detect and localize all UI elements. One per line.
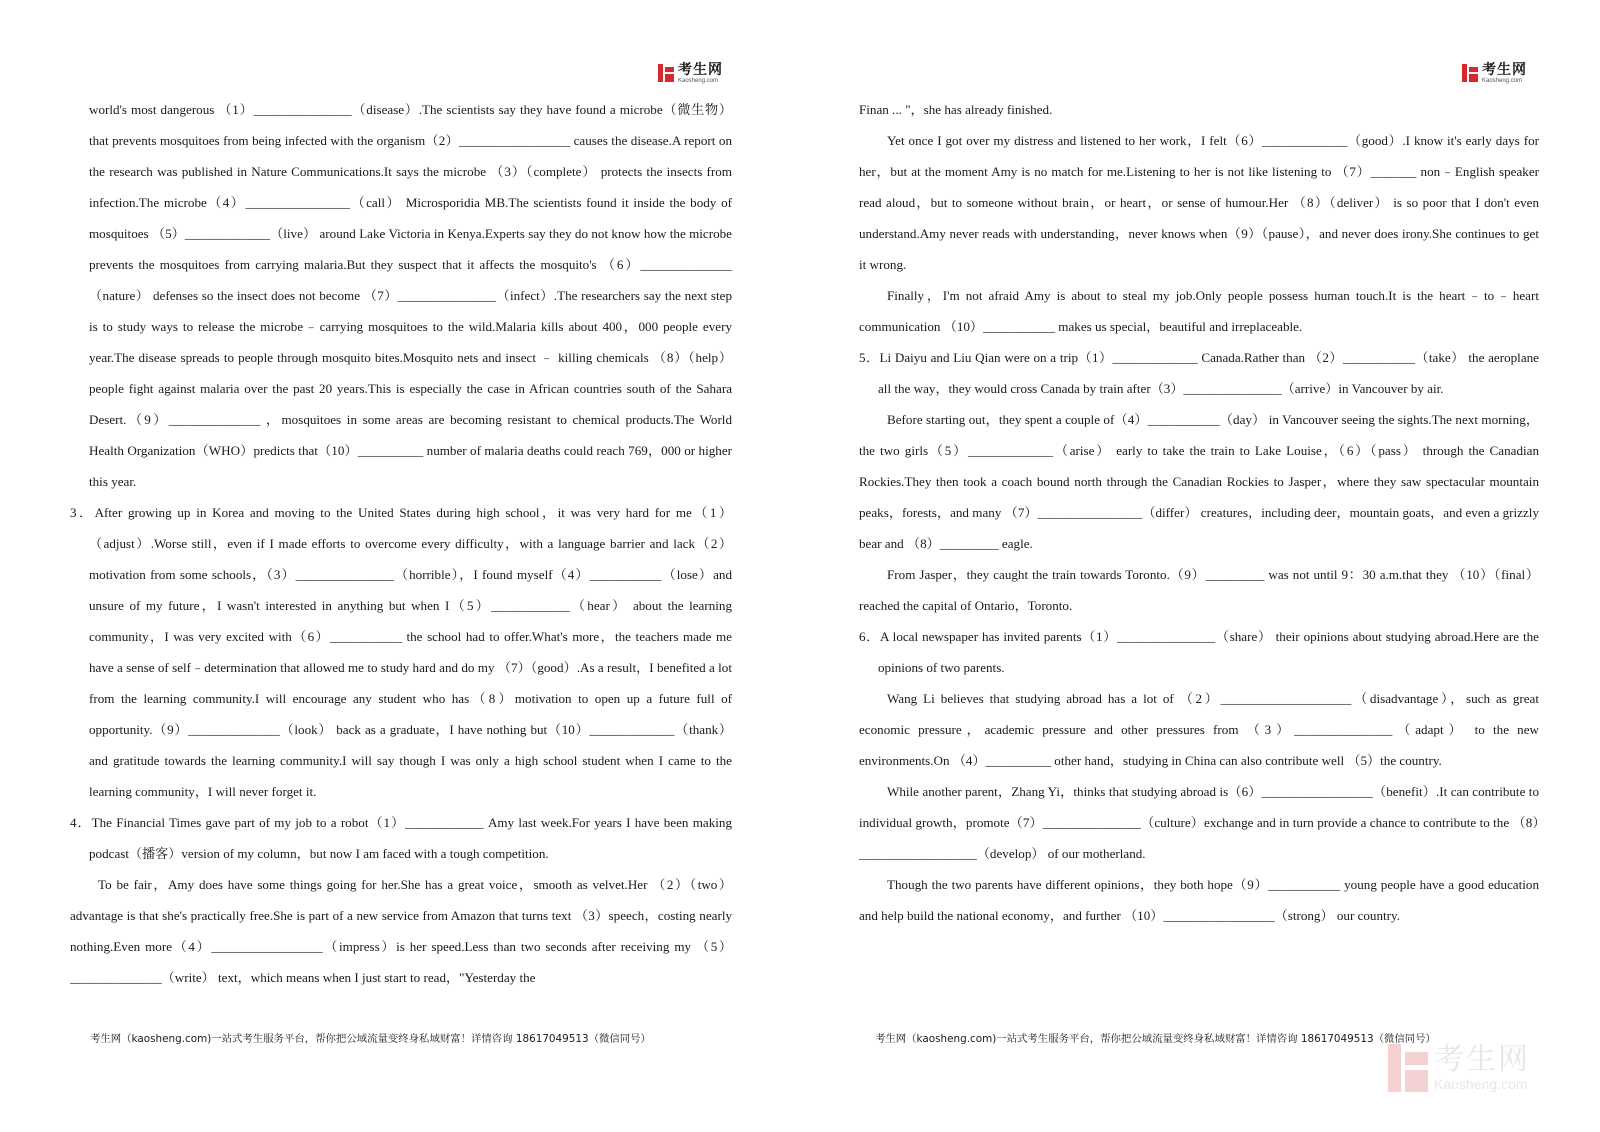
right-page [800,0,1600,1132]
passage-4-continued: Finan ... "，she has already finished. [859,102,1053,117]
kaosheng-watermark-icon [1388,1044,1428,1092]
passage-4-paragraph: To be fair，Amy does have some things going for her.She has a great voice，smooth as velvet.Her （2）（two） advantage is that she's practically free.She is part of a new service from Amazon that turns text （3）speech，costing nearly nothing.Even more（4）_________________（impress）is her speed.Less than two seconds after receiving my （5）______________（write） text，which means when I just start to read，"Yesterday the [70,877,732,985]
passage-6-paragraph: Though the two parents have different opinions，they both hope（9）___________ young people have a good education and help build the national economy，and further （10）_________________（strong） our country. [859,877,1539,923]
passage-6-paragraph: While another parent，Zhang Yi，thinks that studying abroad is（6）_________________（benefit）.It can contribute to individual growth，promote（7）_______________（culture）exchange and in turn provide a chance to contribute to the （8）__________________（develop） of our motherland. [859,784,1539,861]
page-footer: 考生网（kaosheng.com)一站式考生服务平台，帮你把公域流量变终身私域财富！详情咨询 18617049513（微信同号） [875,1033,1436,1045]
passage-2-continued: world's most dangerous （1）_______________（disease）.The scientists say they have found a microbe（微生物） that prevents mosquitoes from being infected with the organism（2）_________________ causes the disease.A report on the research was published in Nature Communications.It says the microbe （3）（complete） protects the insects from infection.The microbe（4）________________（call） Microsporidia MB.The scientists found it inside the body of mosquitoes （5）_____________（live） around Lake Victoria in Kenya.Experts say they do not know how the microbe prevents the mosquitoes from carrying malaria.But they suspect that it affects the mosquito's （6）______________（nature） defenses so the insect does not become （7）_______________（infect）.The researchers say the next step is to study ways to release the microbe﹣carrying mosquitoes to the wild.Malaria kills about 400，000 people every year.The disease spreads to people through mosquito bites.Mosquito nets and insect ﹣ killing chemicals （8）（help） people fight against malaria over the past 20 years.This is especially the case in African countries south of the Sahara Desert.（9）______________ ，mosquitoes in some areas are becoming resistant to chemical products.The World Health Organization（WHO）predicts that（10）__________ number of malaria deaths could reach 769，000 or higher this year. [89,102,732,489]
passage-6-paragraph: Wang Li believes that studying abroad has a lot of （2）____________________（disadvantage），such as great economic pressure，academic pressure and other pressures from （3）_______________（adapt） to the new environments.On （4）__________ other hand，studying in China can also contribute well （5）the country. [859,691,1539,768]
kaosheng-logo [1462,62,1527,84]
right-page-content [859,94,1539,931]
kaosheng-logo-icon [658,64,674,82]
passage-5-paragraph: From Jasper，they caught the train towards Toronto.（9）_________ was not until 9：30 a.m.that they （10）（final） reached the capital of Ontario，Toronto. [859,567,1539,613]
page-footer: 考生网（kaosheng.com)一站式考生服务平台，帮你把公域流量变终身私域财富！详情咨询 18617049513（微信同号） [90,1033,651,1045]
passage-4-paragraph: Yet once I got over my distress and listened to her work，I felt（6）_____________（good）.I know it's early days for her，but at the moment Amy is no match for me.Listening to her is not like listening to （7）_______ non﹣English speaker read aloud，but to someone without brain，or heart，or sense of humour.Her （8）（deliver） is so poor that I don't even understand.Amy never reads with understanding，never knows when（9）（pause），and never does irony.She continues to get it wrong. [859,133,1539,272]
left-page-content [70,94,732,993]
kaosheng-logo [658,62,723,84]
passage-4-intro: 4．The Financial Times gave part of my job to a robot（1）____________ Amy last week.For years I have been making podcast（播客）version of my column，but now I am faced with a tough competition. [70,815,732,861]
logo-en-text: Kaosheng.com [678,77,719,84]
kaosheng-watermark [1388,1040,1558,1095]
kaosheng-logo-icon [1462,64,1478,82]
logo-cn-text: 考生网 [678,61,723,78]
watermark-en-text: Kaosheng.com [1434,1075,1528,1092]
passage-4-paragraph: Finally，I'm not afraid Amy is about to steal my job.Only people possess human touch.It is the heart﹣to﹣heart communication （10）___________ makes us special，beautiful and irreplaceable. [859,288,1539,334]
logo-en-text: Kaosheng.com [1482,77,1523,84]
passage-5-paragraph: Before starting out，they spent a couple of（4）___________（day） in Vancouver seeing the sights.The next morning，the two girls（5）_____________（arise） early to take the train to Lake Louise，（6）（pass） through the Canadian Rockies.They then took a coach bound north through the Canadian Rockies to Jasper，where they saw spectacular mountain peaks，forests，and many （7）________________（differ） creatures，including deer，mountain goats，and even a grizzly bear and （8）_________ eagle. [859,412,1539,551]
passage-3: 3．After growing up in Korea and moving to the United States during high school，it was very hard for me（1）（adjust）.Worse still，even if I made efforts to overcome every difficulty，with a language barrier and lack（2）motivation from some schools，（3）_______________（horrible），I found myself（4）___________（lose）and unsure of my future，I wasn't interested in anything but when I（5）____________（hear） about the learning community，I was very excited with（6）___________ the school had to offer.What's more，the teachers made me have a sense of self﹣determination that allowed me to study hard and do my （7）（good）.As a result，I benefited a lot from the learning community.I will encourage any student who has（8）motivation to open up a future full of opportunity.（9）______________（look） back as a graduate，I have nothing but（10）_____________（thank）and gratitude towards the learning community.I will say though I was only a high school student when I came to the learning community，I will never forget it. [70,505,732,799]
watermark-cn-text: 考生网 [1434,1041,1530,1077]
passage-6-intro: 6．A local newspaper has invited parents（1）_______________（share） their opinions about studying abroad.Here are the opinions of two parents. [859,629,1539,675]
logo-cn-text: 考生网 [1482,61,1527,78]
passage-5-intro: 5．Li Daiyu and Liu Qian were on a trip（1）_____________ Canada.Rather than （2）___________（take） the aeroplane all the way，they would cross Canada by train after（3）_______________（arrive）in Vancouver by air. [859,350,1539,396]
